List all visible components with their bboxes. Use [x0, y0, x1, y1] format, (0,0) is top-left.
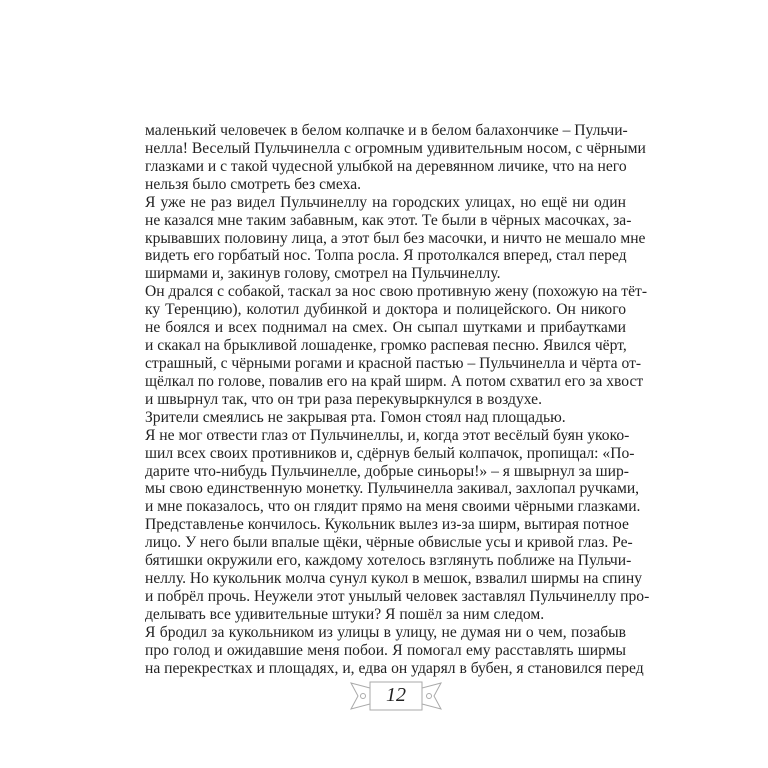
text-line: про голод и ожидавшие меня побои. Я помогал ему расставлять ширмы — [145, 641, 626, 659]
paragraph — [145, 623, 644, 678]
text-line: Представленье кончилось. Кукольник вылез из-за ширм, вытирая потное — [145, 516, 629, 534]
paragraph — [145, 409, 626, 427]
text-line: щёлкал по голове, повалив его на край ширм. А потом схватил его за хвост — [145, 372, 644, 390]
text-line: делывать все удивительные штуки? Я пошёл за ним следом. — [145, 605, 545, 623]
text-line: Я не мог отвести глаз от Пульчинеллы, и, когда этот весёлый буян укоко- — [145, 426, 630, 444]
text-line: ширмами и, закинув голову, смотрел на Пульчинеллу. — [145, 265, 501, 283]
page-body-text — [145, 122, 650, 678]
text-line: на перекрестках и площадях, и, едва он ударял в бубен, я становился перед — [145, 659, 644, 677]
paragraph — [145, 283, 648, 408]
paragraph — [145, 426, 650, 624]
text-line: дарите что-нибудь Пульчинелле, добрые синьоры!» – я швырнул за шир- — [145, 462, 629, 480]
paragraph — [145, 193, 646, 284]
text-line: Я бродил за кукольником из улицы в улицу, не думая ни о чем, позабыв — [145, 623, 626, 641]
text-line: глазками и с такой чудесной улыбкой на деревянном личике, что на него — [145, 157, 627, 175]
text-line: видеть его горбатый нос. Толпа росла. Я протолкался вперед, стал перед — [145, 247, 627, 265]
text-line: не боялся и всех поднимал на смех. Он сыпал шутками и прибаутками — [145, 319, 626, 337]
text-line: Он дрался с собакой, таскал за нос свою противную жену (похожую на тёт- — [145, 283, 648, 301]
page-number-badge — [350, 680, 442, 712]
text-line: лицо. У него были впалые щёки, чёрные обвислые усы и кривой глаз. Ре- — [145, 534, 633, 552]
paragraph — [145, 122, 646, 194]
page-number: 12 — [386, 684, 406, 706]
text-line: маленький человечек в белом колпачке и в белом балахончике – Пульчи- — [145, 122, 628, 139]
text-line: страшный, с чёрными рогами и красной пастью – Пульчинелла и чёрта от- — [145, 354, 642, 372]
text-line: и скакал на брыкливой лошаденке, громко распевая песню. Явился чёрт, — [145, 337, 627, 355]
text-line: нельзя было смотреть без смеха. — [145, 175, 362, 193]
text-line: шил всех своих противников и, сдёрнув белый колпачок, пропищал: «По- — [145, 444, 635, 462]
text-line: Я уже не раз видел Пульчинеллу на городских улицах, но ещё ни один — [145, 193, 626, 211]
text-line: крывавших половину лица, а этот был без масочки, и ничто не мешало мне — [145, 229, 646, 247]
text-line: и мне показалось, что он глядит прямо на меня своими чёрными глазками. — [145, 498, 641, 516]
text-line: мы свою единственную монетку. Пульчинелла закивал, захлопал ручками, — [145, 480, 640, 498]
text-line: Зрители смеялись не закрывая рта. Гомон стоял над площадью. — [145, 408, 566, 426]
text-line: не казался мне таким забавным, как этот. Те были в чёрных масочках, за- — [145, 211, 632, 229]
text-line: и побрёл прочь. Неужели этот унылый человек заставлял Пульчинеллу про- — [145, 587, 650, 605]
text-line: ку Теренцию), колотил дубинкой и доктора и полицейского. Он никого — [145, 301, 626, 319]
text-line: и швырнул так, что он три раза перекувыркнулся в воздухе. — [145, 390, 542, 408]
text-line: бятишки окружили его, каждому хотелось взглянуть поближе на Пульчи- — [145, 552, 632, 570]
text-line: неллу. Но кукольник молча сунул кукол в мешок, взвалил ширмы на спину — [145, 570, 643, 588]
text-line: нелла! Веселый Пульчинелла с огромным удивительным носом, с чёрными — [145, 139, 646, 157]
